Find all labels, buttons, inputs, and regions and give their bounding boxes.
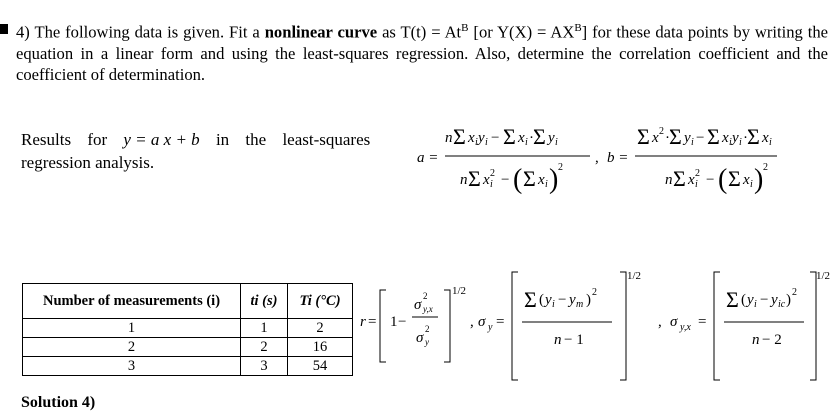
table-cell: 1 [241, 319, 288, 338]
svg-text:Σ: Σ [503, 124, 516, 149]
svg-text:Σ: Σ [524, 287, 537, 312]
svg-text:a =: a = [417, 150, 439, 166]
svg-text:Σ: Σ [453, 124, 466, 149]
svg-text:2: 2 [592, 287, 597, 298]
data-table [22, 283, 353, 376]
svg-text:y: y [478, 130, 485, 146]
svg-text:y,x: y,x [423, 304, 433, 314]
svg-text:x: x [483, 172, 490, 188]
svg-text:,: , [470, 314, 474, 330]
svg-text:=: = [698, 314, 707, 330]
svg-text:x: x [468, 130, 475, 146]
svg-text:Σ: Σ [728, 166, 741, 191]
svg-text:− 2: − 2 [762, 332, 782, 348]
problem-text-3: [or Y(X) = AX [468, 22, 575, 42]
svg-text:): ) [786, 292, 791, 308]
svg-text:y: y [545, 292, 552, 308]
svg-text:Σ: Σ [468, 166, 481, 191]
svg-text:i: i [545, 179, 548, 190]
svg-text:r: r [360, 314, 366, 330]
svg-text:Σ: Σ [637, 124, 650, 149]
problem-exponent-b: B [461, 22, 469, 34]
table-cell: 3 [241, 357, 288, 376]
svg-text:y: y [548, 130, 555, 146]
svg-text:y: y [569, 292, 576, 308]
problem-statement [16, 18, 828, 85]
problem-text-1: The following data is given. Fit a [29, 22, 265, 42]
results-equation: y = a x + b [123, 130, 200, 149]
svg-text:σ: σ [414, 297, 422, 313]
results-word: Results [21, 130, 72, 149]
svg-text:(: ( [718, 164, 728, 195]
svg-text:,: , [658, 314, 662, 330]
svg-text:2: 2 [695, 168, 700, 179]
header-time: ti (s) [241, 284, 288, 319]
svg-text:x: x [722, 130, 729, 146]
svg-text:y,x: y,x [680, 322, 691, 333]
results-the: the [245, 130, 267, 149]
svg-text:·: · [743, 130, 748, 146]
svg-text:2: 2 [659, 126, 664, 137]
table-row [23, 338, 353, 357]
svg-text:σ: σ [670, 314, 678, 330]
svg-text:x: x [762, 130, 769, 146]
svg-text:i: i [490, 179, 493, 190]
table-cell: 3 [23, 357, 241, 376]
svg-text:1/2: 1/2 [816, 270, 831, 282]
regression-coefficient-formulas [415, 112, 835, 212]
svg-text:2: 2 [558, 162, 563, 173]
results-in: in [215, 130, 230, 149]
problem-exponent-b2: B [574, 22, 582, 34]
svg-text:i: i [769, 137, 772, 148]
svg-text:i: i [555, 137, 558, 148]
svg-text:): ) [754, 164, 764, 195]
table-cell: 2 [23, 338, 241, 357]
problem-text-4: ] for these data points by writing the equation in a linear form and using the least-squares regression. Also, determine the correlation coefficient and the coefficient of determination. [16, 22, 829, 84]
svg-text:−: − [491, 130, 500, 146]
header-number-of-measurements: Number of measurements (i) [23, 284, 241, 319]
svg-text:2: 2 [792, 287, 797, 298]
svg-text:·: · [529, 130, 534, 146]
svg-text:Σ: Σ [747, 124, 760, 149]
svg-text:n: n [752, 332, 760, 348]
header-temperature: Ti (°C) [288, 284, 353, 319]
svg-text:−: − [706, 172, 715, 188]
svg-text:y: y [732, 130, 739, 146]
svg-text:Σ: Σ [726, 287, 739, 312]
svg-text:−: − [760, 292, 769, 308]
svg-text:(: ( [513, 164, 523, 195]
svg-text:1/2: 1/2 [452, 285, 467, 297]
svg-text:x: x [652, 130, 659, 146]
table-header-row [23, 284, 353, 319]
svg-text:·: · [665, 130, 670, 146]
table-cell: 16 [288, 338, 353, 357]
results-for: for [87, 130, 108, 149]
svg-text:): ) [549, 164, 559, 195]
svg-text:x: x [518, 130, 525, 146]
svg-text:Σ: Σ [673, 166, 686, 191]
solution-heading: Solution 4) [21, 394, 96, 411]
table-cell: 1 [23, 319, 241, 338]
problem-text-2: as T(t) = At [377, 22, 462, 42]
svg-text:2: 2 [763, 162, 768, 173]
svg-text:,: , [595, 150, 599, 166]
svg-text:i: i [552, 299, 555, 310]
svg-text:n: n [460, 172, 468, 188]
svg-text:n: n [665, 172, 673, 188]
svg-text:1: 1 [390, 314, 398, 330]
svg-text:2: 2 [423, 291, 428, 301]
svg-text:x: x [743, 172, 750, 188]
svg-text:x: x [538, 172, 545, 188]
svg-text:=: = [496, 314, 505, 330]
svg-text:(: ( [741, 292, 746, 308]
svg-text:−: − [558, 292, 567, 308]
svg-text:−: − [398, 314, 407, 330]
table-row [23, 357, 353, 376]
svg-text:i: i [695, 179, 698, 190]
svg-text:σ: σ [478, 314, 486, 330]
svg-text:n: n [554, 332, 562, 348]
svg-text:i: i [729, 137, 732, 148]
svg-text:i: i [739, 137, 742, 148]
svg-text:y: y [684, 130, 691, 146]
svg-text:b =: b = [607, 150, 629, 166]
svg-text:y: y [425, 337, 429, 347]
svg-text:− 1: − 1 [564, 332, 584, 348]
svg-text:Σ: Σ [523, 166, 536, 191]
problem-number: 4) [16, 22, 30, 42]
svg-text:y: y [771, 292, 778, 308]
table-cell: 54 [288, 357, 353, 376]
table-cell: 2 [288, 319, 353, 338]
results-text [21, 128, 411, 174]
svg-text:−: − [696, 130, 705, 146]
svg-text:ic: ic [778, 299, 786, 310]
svg-text:2: 2 [425, 324, 430, 334]
svg-text:i: i [691, 137, 694, 148]
svg-text:Σ: Σ [533, 124, 546, 149]
svg-text:n: n [445, 130, 453, 146]
bullet-marker [0, 24, 8, 34]
svg-text:i: i [475, 137, 478, 148]
svg-text:y: y [747, 292, 754, 308]
svg-text:): ) [586, 292, 591, 308]
svg-text:2: 2 [490, 168, 495, 179]
correlation-formulas [358, 262, 832, 392]
table-cell: 2 [241, 338, 288, 357]
svg-text:x: x [688, 172, 695, 188]
svg-text:Σ: Σ [669, 124, 682, 149]
problem-bold-term: nonlinear curve [264, 22, 378, 42]
svg-text:1/2: 1/2 [627, 270, 642, 282]
results-least-squares: least-squares [282, 130, 371, 149]
svg-text:(: ( [539, 292, 544, 308]
svg-text:m: m [576, 299, 584, 310]
svg-text:=: = [368, 314, 377, 330]
svg-text:i: i [485, 137, 488, 148]
svg-text:σ: σ [416, 330, 424, 346]
svg-text:Σ: Σ [707, 124, 720, 149]
table-row [23, 319, 353, 338]
results-line2: regression analysis. [21, 153, 155, 172]
svg-text:i: i [525, 137, 528, 148]
svg-text:i: i [750, 179, 753, 190]
svg-text:−: − [501, 172, 510, 188]
svg-text:y: y [488, 322, 493, 333]
svg-text:i: i [754, 299, 757, 310]
